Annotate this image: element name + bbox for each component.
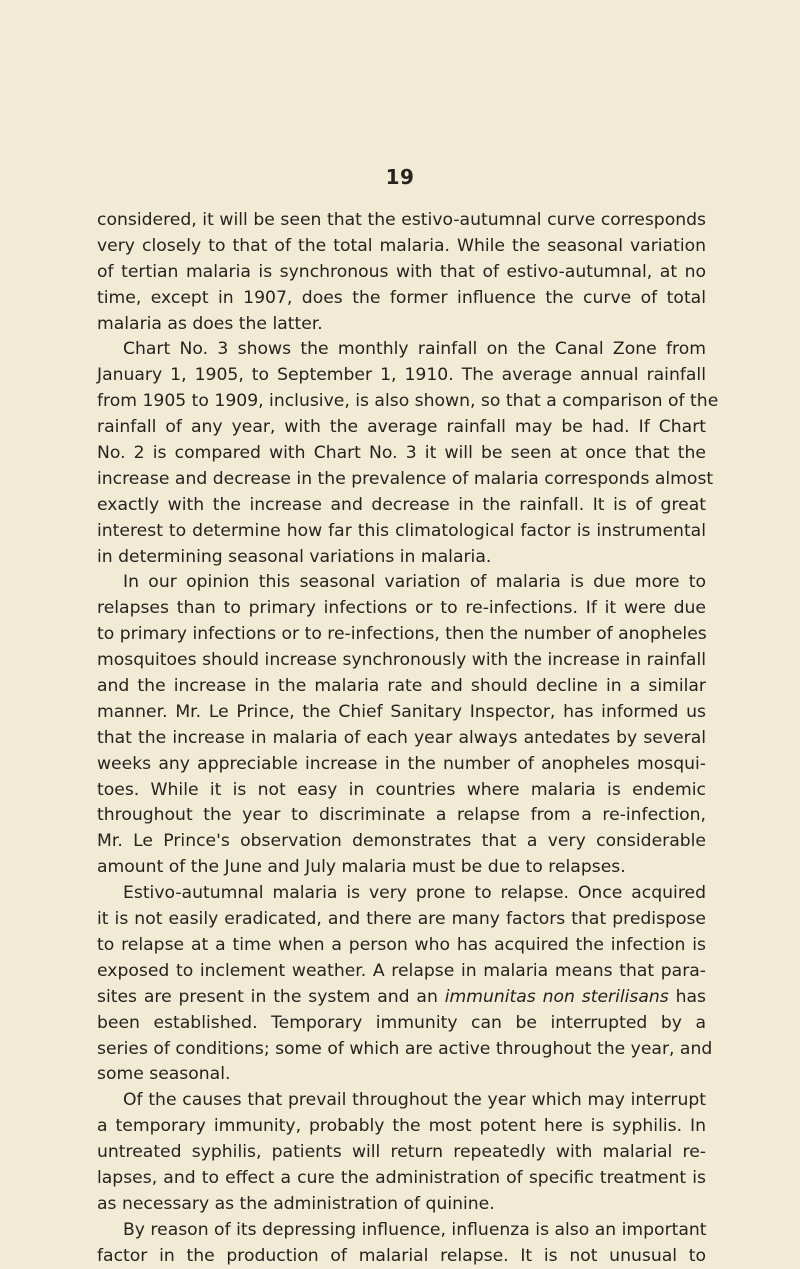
paragraph-5 xyxy=(97,1088,706,1217)
text-line: relapses than to primary infections or to re-infections. If it were due xyxy=(97,598,706,619)
paragraph-2 xyxy=(97,337,719,570)
text-line-with-italic xyxy=(97,985,706,1011)
text-line: manner. Mr. Le Prince, the Chief Sanitary Inspector, has informed us xyxy=(97,701,706,722)
text-line: Estivo-autumnal malaria is very prone to relapse. Once acquired xyxy=(123,883,706,904)
page-number: 19 xyxy=(385,165,415,189)
paragraph-6 xyxy=(97,1218,706,1269)
text-line: series of conditions; some of which are active throughout the year, and xyxy=(97,1038,713,1059)
text-line: malaria as does the latter. xyxy=(97,313,323,334)
text-line: throughout the year to discriminate a relapse from a re-infection, xyxy=(97,805,706,826)
text-line: it is not easily eradicated, and there are many factors that predispose xyxy=(97,909,706,930)
text-line: been established. Temporary immunity can be interrupted by a xyxy=(97,1012,706,1033)
text-line: to relapse at a time when a person who has acquired the infection is xyxy=(97,934,706,955)
text-line: exposed to inclement weather. A relapse in malaria means that para- xyxy=(97,960,706,981)
text-line: increase and decrease in the prevalence of malaria corresponds almost xyxy=(97,468,714,489)
text-line: as necessary as the administration of quinine. xyxy=(97,1193,495,1214)
text-line: mosquitoes should increase synchronously with the increase in rainfall xyxy=(97,650,706,671)
text-line: factor in the production of malarial relapse. It is not unusual to xyxy=(97,1245,706,1266)
text-line: lapses, and to effect a cure the administration of specific treatment is xyxy=(97,1167,706,1188)
text-line: exactly with the increase and decrease in the rainfall. It is of great xyxy=(97,494,706,515)
text-line: Mr. Le Prince's observation demonstrates that a very considerable xyxy=(97,831,706,852)
text-line: rainfall of any year, with the average rainfall may be had. If Chart xyxy=(97,417,706,438)
text-line: of tertian malaria is synchronous with that of estivo-autumnal, at no xyxy=(97,261,706,282)
text-line: In our opinion this seasonal variation of malaria is due more to xyxy=(123,572,706,593)
text-line: January 1, 1905, to September 1, 1910. The average annual rainfall xyxy=(97,365,706,386)
text-line: some seasonal. xyxy=(97,1064,231,1085)
text-segment: has xyxy=(675,986,706,1007)
text-line: in determining seasonal variations in malaria. xyxy=(97,546,492,567)
text-line: that the increase in malaria of each year always antedates by several xyxy=(97,727,706,748)
text-line: Of the causes that prevail throughout the year which may interrupt xyxy=(123,1090,706,1111)
text-line: time, except in 1907, does the former influence the curve of total xyxy=(97,287,706,308)
text-line: No. 2 is compared with Chart No. 3 it will be seen at once that the xyxy=(97,443,706,464)
text-line: a temporary immunity, probably the most potent here is syphilis. In xyxy=(97,1116,706,1137)
text-line: Chart No. 3 shows the monthly rainfall on the Canal Zone from xyxy=(123,339,706,360)
paragraph-1 xyxy=(97,208,706,337)
text-line: considered, it will be seen that the estivo-autumnal curve corresponds xyxy=(97,210,706,230)
text-line: very closely to that of the total malaria. While the seasonal variation xyxy=(97,235,706,256)
text-line: By reason of its depressing influence, influenza is also an important xyxy=(123,1219,707,1240)
text-segment: sites are present in the system and an xyxy=(97,986,438,1007)
text-line: interest to determine how far this climatological factor is instrumental xyxy=(97,520,706,541)
text-line: weeks any appreciable increase in the number of anopheles mosqui- xyxy=(97,753,706,774)
paragraph-3 xyxy=(97,570,706,881)
text-line: and the increase in the malaria rate and should decline in a similar xyxy=(97,676,706,697)
text-line: toes. While it is not easy in countries where malaria is endemic xyxy=(97,779,706,800)
text-line: amount of the June and July malaria must be due to relapses. xyxy=(97,857,626,878)
body-text xyxy=(97,208,719,1269)
text-line: untreated syphilis, patients will return repeatedly with malarial re- xyxy=(97,1142,706,1163)
italic-phrase: immunitas non sterilisans xyxy=(444,986,669,1007)
paragraph-4 xyxy=(97,881,713,1088)
text-line: to primary infections or to re-infections, then the number of anopheles xyxy=(97,624,707,645)
text-line: from 1905 to 1909, inclusive, is also shown, so that a comparison of the xyxy=(97,391,719,412)
